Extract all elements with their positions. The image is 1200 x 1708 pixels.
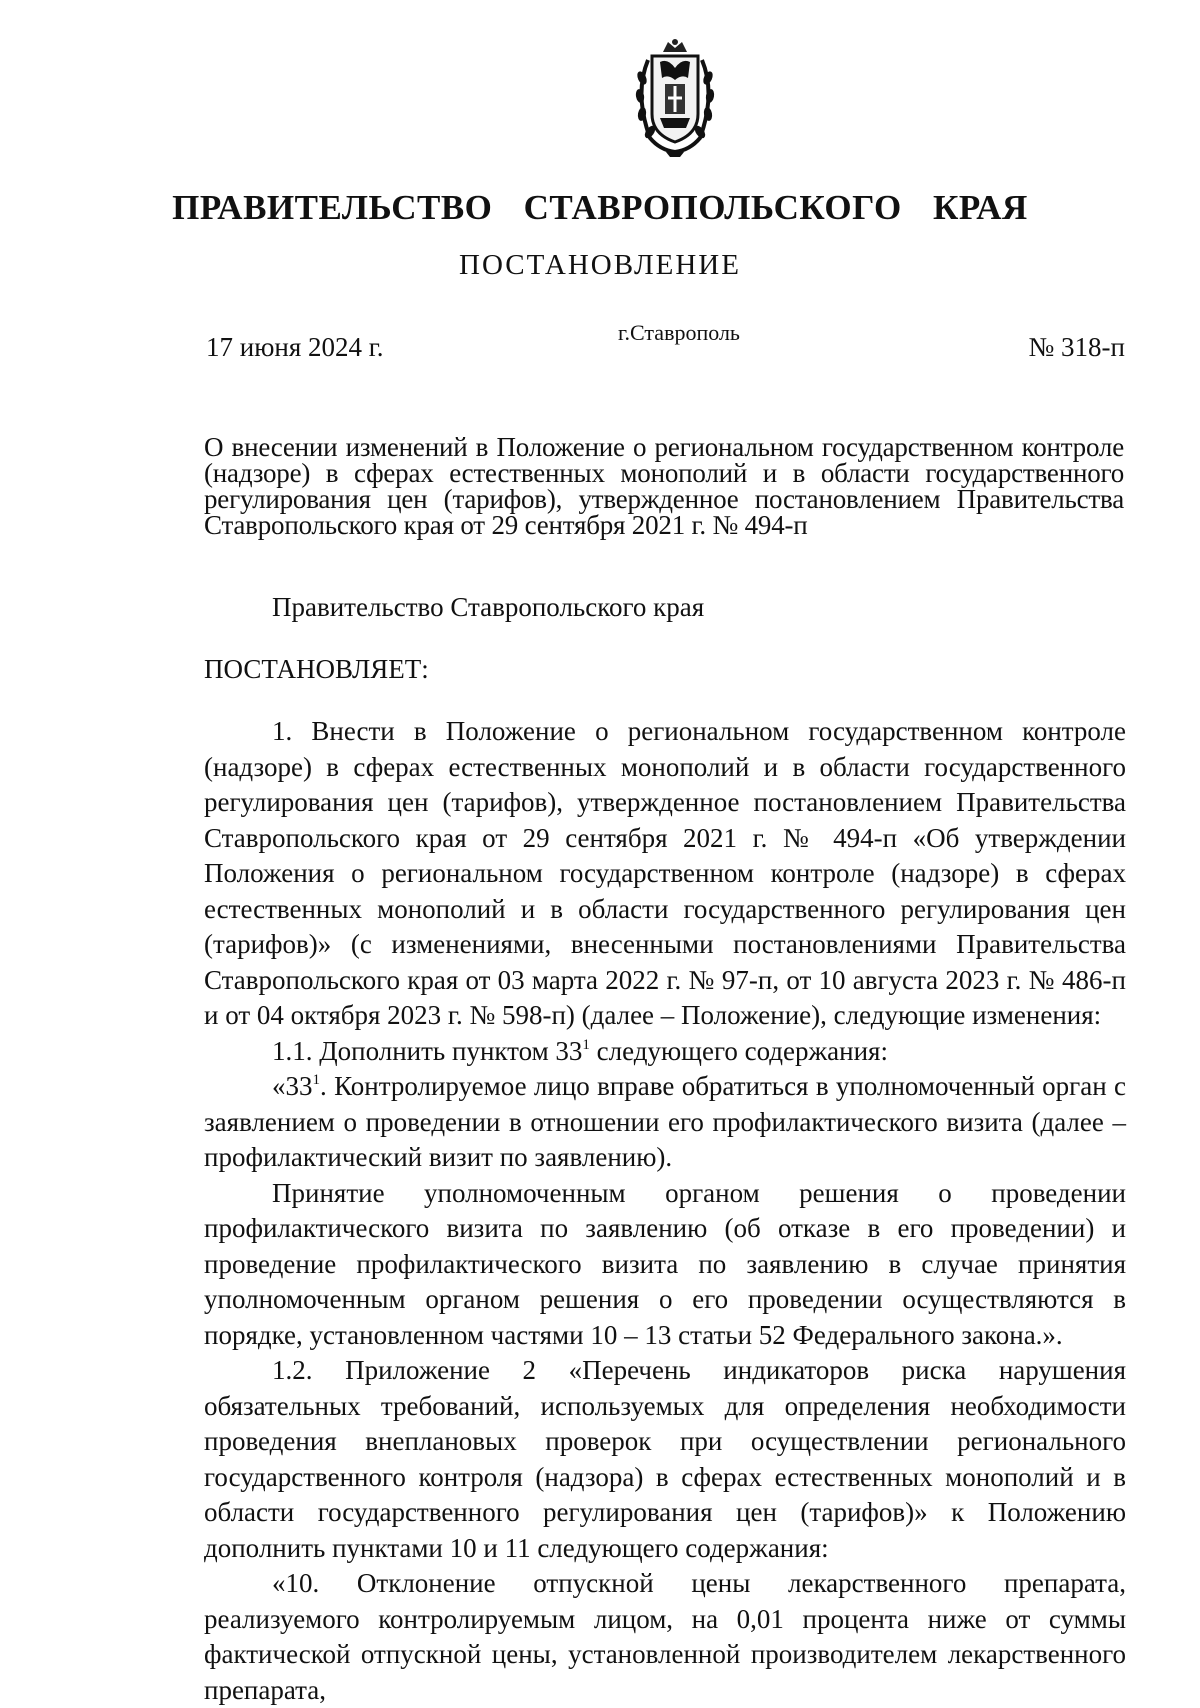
document-type: ПОСТАНОВЛЕНИЕ [459,249,741,281]
paragraph-1-1-prefix: 1.1. Дополнить пунктом 33 [272,1035,583,1066]
document-date: 17 июня 2024 г. [206,332,384,362]
document-body [204,714,1126,1708]
stavropol-coat-of-arms-icon [630,38,720,158]
paragraph-1-2: 1.2. Приложение 2 «Перечень индикаторов риска нарушения обязательных требований, используемых для определения необходимости проведения внеплановых проверок при осуществлении регионального государственного контроля (надзора) в сферах естественных монополий и в области государственного регулирования цен (тарифов)» к Положению дополнить пунктами 10 и 11 следующего содержания: [204,1355,1126,1563]
paragraph-33-1 [204,1069,1126,1176]
resolves-heading: ПОСТАНОВЛЯЕТ: [204,654,429,684]
paragraph-1-1-suffix: следующего содержания: [589,1035,888,1066]
document-number: № 318-п [1028,332,1125,362]
government-title: ПРАВИТЕЛЬСТВО СТАВРОПОЛЬСКОГО КРАЯ [172,188,1028,227]
paragraph-33-1-suffix: . Контролируемое лицо вправе обратиться в уполномоченный орган с заявлением о проведении в отношении его профилактического визита (далее – профилактический визит по заявлению). [204,1071,1126,1172]
paragraph-10: «10. Отклонение отпускной цены лекарственного препарата, реализуемого контролируемым лицом, на 0,01 процента ниже от суммы фактической отпускной цены, установленной производителем лекарственного препарата, [204,1568,1126,1705]
paragraph-33-1-prefix: «33 [272,1071,313,1101]
document-city: г.Ставрополь [618,320,740,345]
paragraph-1: 1. Внести в Положение о региональном государственном контроле (надзоре) в сферах естественных монополий и в области государственного регулирования цен (тарифов), утвержденное постановлением Правительства Ставропольского края от 29 сентября 2021 г. № 494-п «Об утверждении Положения о региональном государственном контроле (надзоре) в сферах естественных монополий и в области государственного регулирования цен (тарифов)» (с изменениями, внесенными постановлениями Правительства Ставропольского края от 03 марта 2022 г. № 97-п, от 10 августа 2023 г. № 486-п и от 04 октября 2023 г. № 598-п) (далее – Положение), следующие изменения: [204,716,1126,1030]
paragraph-acceptance: Принятие уполномоченным органом решения о проведении профилактического визита по заявлению (об отказе в его проведении) и проведение профилактического визита по заявлению в случае принятия уполномоченным органом решения о его проведении осуществляются в порядке, установленном частями 10 – 13 статьи 52 Федерального закона.». [204,1177,1126,1350]
document-subject: О внесении изменений в Положение о региональном государственном контроле (надзоре) в сферах естественных монополий и в области государственного регулирования цен (тарифов), утвержденное постановлением Правительства Ставропольского края от 29 сентября 2021 г. № 494-п [204,432,1124,540]
paragraph-1-1-superscript: 1 [582,1036,590,1053]
paragraph-33-1-superscript: 1 [312,1072,320,1088]
paragraph-1-1 [204,1034,1126,1070]
preamble: Правительство Ставропольского края [272,592,705,622]
